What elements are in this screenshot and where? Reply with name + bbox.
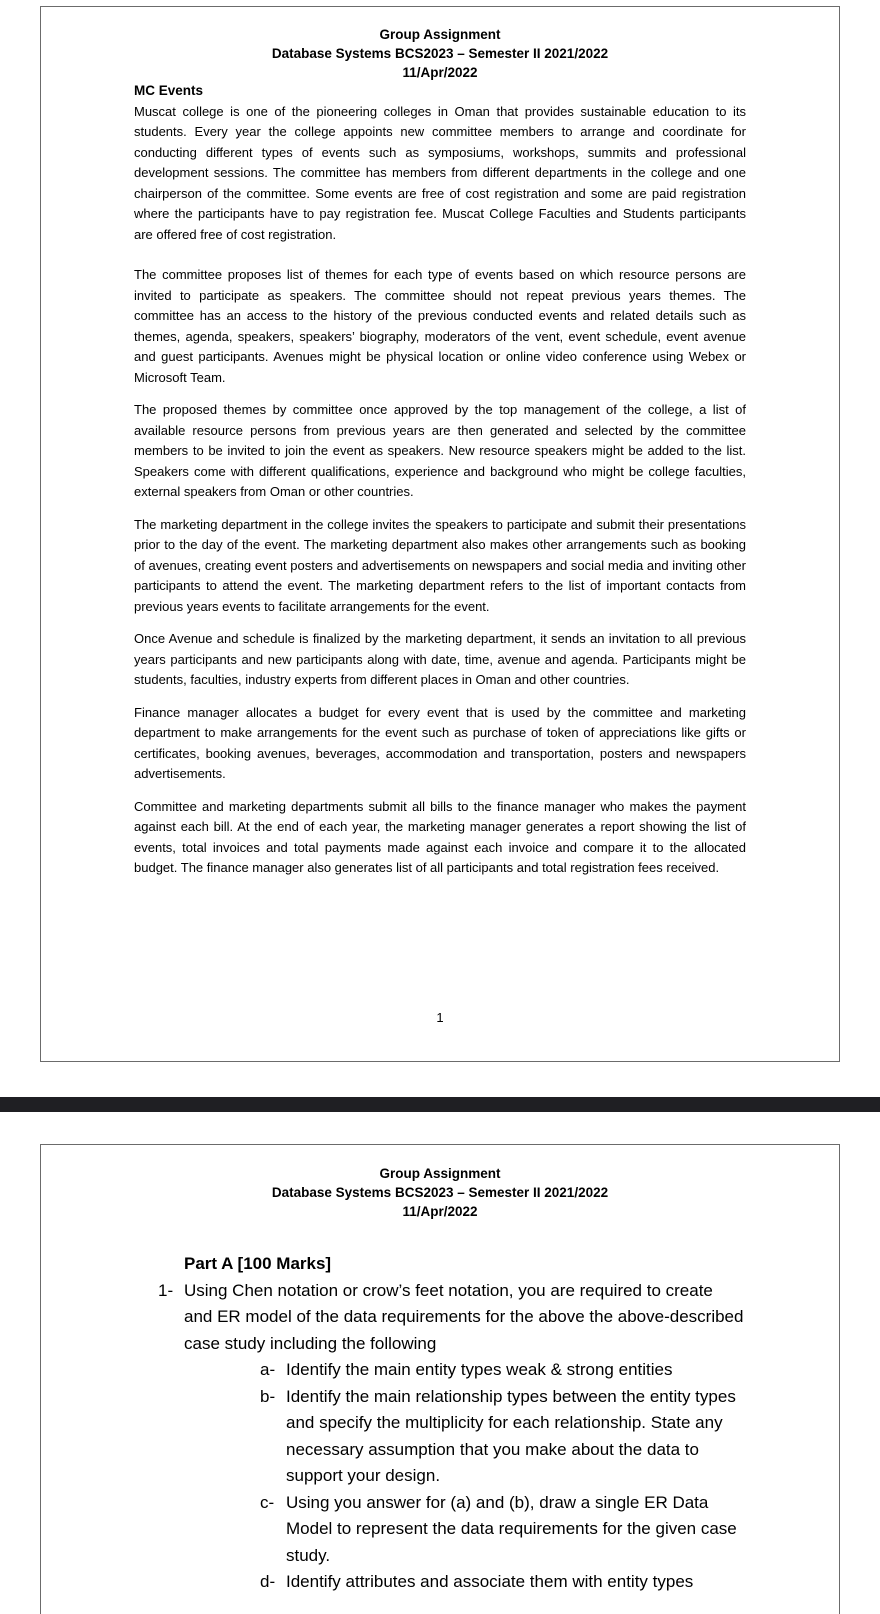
case-study-body (134, 81, 746, 891)
sub-item-label: a- (260, 1360, 276, 1379)
paragraph-6: Finance manager allocates a budget for every event that is used by the committee and marketing department to make arrangements for the event such as purchase of token of appreciations like gifts or certificates, booking avenues, beverages, accommodation and transportation, posters and newspapers advertisements. (134, 704, 746, 781)
part-a-section (158, 1251, 744, 1596)
sub-item-label: c- (260, 1492, 275, 1512)
document-page-2 (40, 1144, 840, 1614)
sub-item-d (260, 1569, 744, 1596)
page-header-2 (41, 1164, 839, 1221)
question-number: 1- (158, 1280, 174, 1300)
sub-item-a (260, 1357, 744, 1384)
header-course: Database Systems BCS2023 – Semester II 2021/2022 (271, 46, 609, 61)
page-header (41, 25, 839, 82)
part-a-title: Part A [100 Marks] (184, 1254, 332, 1273)
paragraph-7: Committee and marketing departments submit all bills to the finance manager who makes the payment against each bill. At the end of each year, the marketing manager generates a report showing the list of events, total invoices and total payments made against each invoice and compare it to the allocated budget. The finance manager also generates list of all participants and total registration fees received. (134, 798, 746, 875)
sub-item-c (260, 1490, 744, 1570)
paragraph-3: The proposed themes by committee once approved by the top management of the college, a list of available resource persons from previous years are then generated and selected by the committee members to be invited to join the event as speakers. New resource speakers might be added to the list. Speakers come with different qualifications, experience and background who might be college faculties, external speakers from Oman or other countries. (134, 402, 746, 499)
document-page-1 (40, 6, 840, 1062)
page-separator (0, 1097, 880, 1112)
sub-item-text: Identify attributes and associate them with entity types (286, 1572, 694, 1591)
sub-item-b (260, 1384, 744, 1490)
question-text: Using Chen notation or crow’s feet notation, you are required to create and ER model of the data requirements for the above the above-described case study including the following (184, 1280, 744, 1353)
sub-item-text: Using you answer for (a) and (b), draw a single ER Data Model to represent the data requirements for the given case study. (286, 1492, 737, 1565)
sub-item-text: Identify the main relationship types between the entity types and specify the multiplicity for each relationship. State any necessary assumption that you make about the data to support your design. (286, 1386, 736, 1485)
paragraph-1: Muscat college is one of the pioneering colleges in Oman that provides sustainable education to its students. Every year the college appoints new committee members to arrange and coordinate for conducting different types of events such as symposiums, workshops, summits and professional development sessions. The committee has members from different departments in the college and one chairperson of the committee. Some events are free of cost registration and some are paid registration where the participants have to pay registration fee. Muscat College Faculties and Students participants are offered free of cost registration. (134, 103, 746, 242)
paragraph-2: The committee proposes list of themes for each type of events based on which resource persons are invited to participate as speakers. The committee should not repeat previous years themes. The committee has an access to the history of the previous conducted events and related details such as themes, agenda, speakers, speakers’ biography, moderators of the vent, event schedule, event avenue and guest participants. Avenues might be physical location or online video conference using Webex or Microsoft Team. (134, 267, 746, 385)
section-title: MC Events (134, 83, 204, 98)
sub-item-label: d- (260, 1572, 276, 1591)
sub-item-label: b- (260, 1386, 276, 1406)
paragraph-4: The marketing department in the college invites the speakers to participate and submit their presentations prior to the day of the event. The marketing department also makes other arrangements such as booking of avenues, creating event posters and advertisements on newspapers and social media and inviting other participants to attend the event. The marketing department refers to the list of important contacts from previous years events to facilitate arrangements for the event. (134, 516, 746, 614)
sub-item-list (260, 1357, 744, 1596)
sub-item-text: Identify the main entity types weak & strong entities (286, 1360, 673, 1379)
header-date-2: 11/Apr/2022 (402, 1204, 478, 1219)
paragraph-5: Once Avenue and schedule is finalized by the marketing department, it sends an invitation to all previous years participants and new participants along with date, time, avenue and agenda. Participants might be students, faculties, industry experts from different places in Oman and other countries. (134, 631, 746, 687)
page-number: 1 (436, 1010, 444, 1025)
header-title-2: Group Assignment (379, 1166, 501, 1181)
question-1 (158, 1278, 744, 1358)
header-course-2: Database Systems BCS2023 – Semester II 2021/2022 (271, 1185, 609, 1200)
header-date: 11/Apr/2022 (402, 65, 478, 80)
header-title: Group Assignment (379, 27, 501, 42)
